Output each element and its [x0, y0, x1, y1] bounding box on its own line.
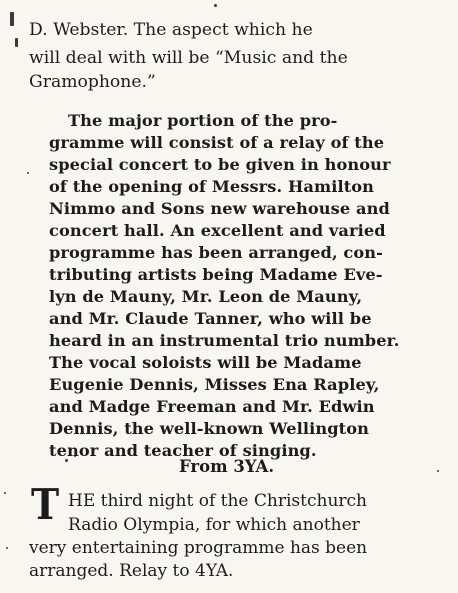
programme-line: concert hall. An excellent and varied	[49, 221, 386, 240]
intro-line: Gramophone.”	[29, 72, 156, 92]
programme-line: Eugenie Dennis, Misses Ena Rapley,	[49, 375, 380, 394]
closing-line: arranged. Relay to 4YA.	[29, 561, 234, 581]
print-speck	[4, 492, 6, 494]
print-speck	[437, 470, 439, 472]
programme-line: gramme will consist of a relay of the	[49, 133, 385, 152]
drop-cap: T	[31, 480, 60, 529]
closing-line: Radio Olympia, for which another	[68, 515, 360, 535]
programme-line: The vocal soloists will be Madame	[49, 353, 362, 372]
programme-line: programme has been arranged, con-	[49, 243, 383, 262]
programme-line: The major portion of the pro-	[68, 111, 338, 130]
programme-line: of the opening of Messrs. Hamilton	[49, 177, 375, 196]
print-speck	[6, 547, 8, 549]
intro-line: will deal with will be “Music and the	[29, 48, 348, 68]
print-speck	[27, 172, 29, 174]
programme-line: lyn de Mauny, Mr. Leon de Mauny,	[49, 287, 363, 306]
print-speck	[214, 4, 217, 7]
programme-line: and Madge Freeman and Mr. Edwin	[49, 397, 375, 416]
intro-line: D. Webster. The aspect which he	[29, 20, 313, 40]
programme-line: tributing artists being Madame Eve-	[49, 265, 383, 284]
section-heading: From 3YA.	[179, 457, 275, 476]
print-speck	[10, 12, 14, 26]
closing-line: HE third night of the Christchurch	[68, 491, 367, 511]
programme-line: tenor and teacher of singing.	[49, 441, 317, 460]
programme-line: Nimmo and Sons new warehouse and	[49, 199, 390, 218]
programme-line: heard in an instrumental trio number.	[49, 331, 400, 350]
programme-line: Dennis, the well-known Wellington	[49, 419, 369, 438]
closing-line: very entertaining programme has been	[29, 538, 368, 558]
print-speck	[15, 38, 18, 47]
programme-line: and Mr. Claude Tanner, who will be	[49, 309, 372, 328]
programme-line: special concert to be given in honour	[49, 155, 391, 174]
